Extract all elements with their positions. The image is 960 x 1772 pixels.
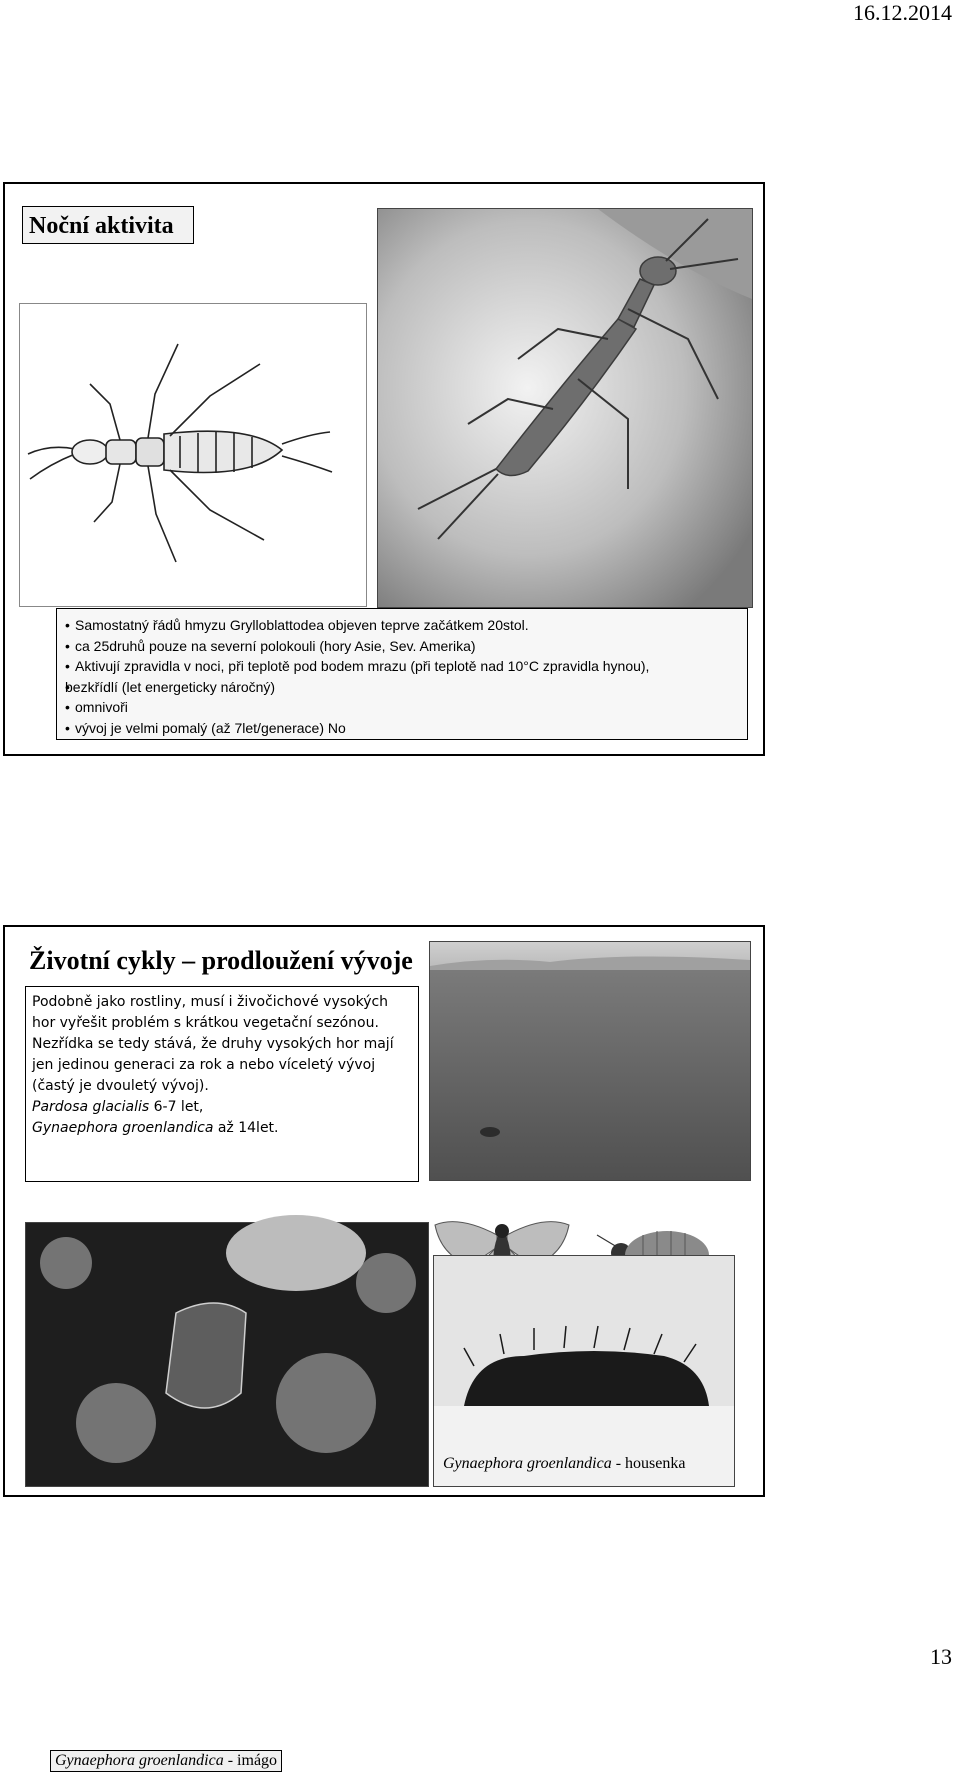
slide-title: Životní cykly – prodloužení vývoje [25,938,417,984]
header-date: 16.12.2014 [853,0,952,25]
grylloblatta-on-snow-photo [377,208,753,608]
list-item: • vývoj je velmi pomalý (až 7let/generace) No [65,718,739,739]
species-line: Pardosa glacialis 6-7 let, [32,1099,204,1115]
caption-larva: Gynaephora groenlandica - housenka [443,1455,686,1472]
species-line: Gynaephora groenlandica až 14let. [32,1120,279,1136]
page-number: 13 [930,1644,952,1669]
description-paragraph: Podobně jako rostliny, musí i živočichové vysokých hor vyřešit problém s krátkou vegetační sezónou. Nezřídka se tedy stává, že druhy vysokých hor mají jen jedinou generaci za rok a nebo víceletý vývoj (častý je dvouletý vývoj). [32,994,394,1094]
list-item: • omnivoři [65,697,739,718]
slide-nocni-aktivita [3,182,765,756]
gynaephora-caterpillar-photo [433,1255,735,1487]
facts-bullet-list [56,608,748,740]
gynaephora-imago-photo [25,1222,429,1769]
list-item: • Samostatný řádů hmyzu Grylloblattodea objeven teprve začátkem 20stol. [65,615,739,636]
list-item: • ca 25druhů pouze na severní polokouli (hory Asie, Sev. Amerika) [65,636,739,657]
insect-drawing-image [19,303,367,607]
caption-imago: Gynaephora groenlandica - imágo [50,1750,282,1772]
slide-title: Noční aktivita [22,206,194,244]
list-item: • Aktivují zpravidla v noci, při teplotě pod bodem mrazu (při teplotě nad 10°C zpravidla hynou), [65,656,739,677]
description-text-box [25,986,419,1182]
list-item-continuation: • bezkřídlí (let energeticky náročný) [65,677,739,698]
tundra-landscape-photo [429,941,751,1181]
slide-zivotni-cykly [3,925,765,1769]
